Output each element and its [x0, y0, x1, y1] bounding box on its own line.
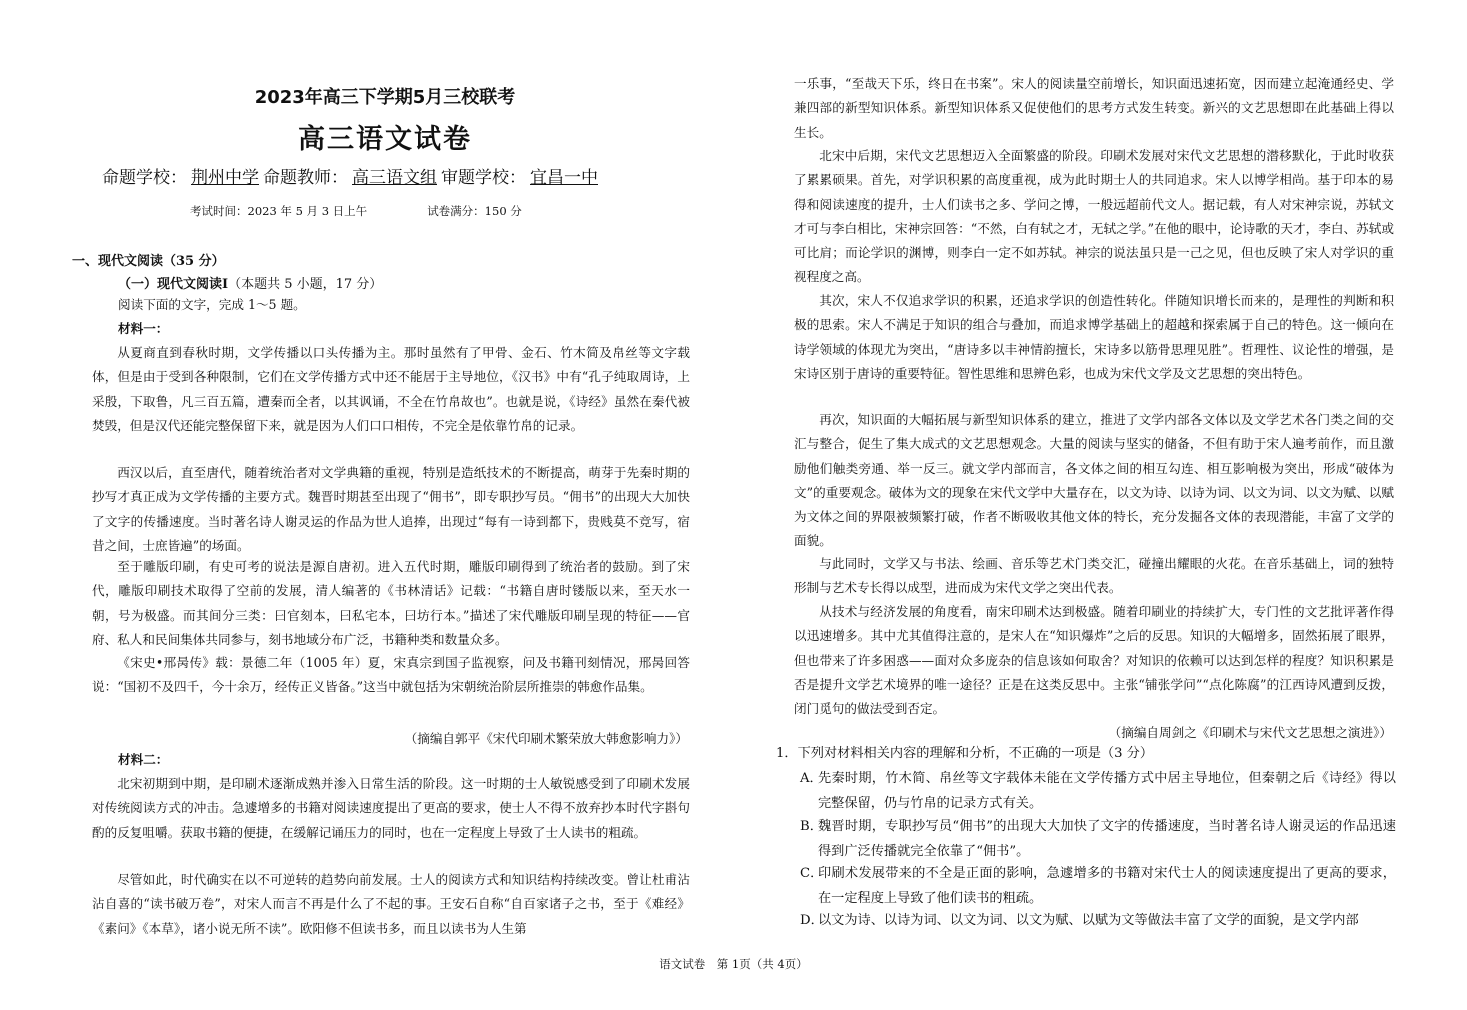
material2-para3: 北宋中后期，宋代文艺思想迈入全面繁盛的阶段。印刷术发展对宋代文艺思想的潜移默化，于此时收获了累累硕果。首先，对学识积累的高度重视，成为此时期士人的共同追求。宋人以博学相尚。基于印本的易得和阅读速度的提升，士人们读书之多、学问之博，一般远超前代文人。据记载，有人对宋神宗说，苏轼文才可与李白相比，宋神宗回答：“不然，白有轼之才，无轼之学。”在他的眼中，论诗歌的天才，李白、苏轼或可比肩；而论学识的渊博，则李白一定不如苏轼。神宗的说法虽只是一己之见，但也反映了宋人对学识的重视程度之高。 — [794, 148, 1394, 285]
question1-option-b: B． 魏晋时期，专职抄写员“佣书”的出现大大加快了文字的传播速度，当时著名诗人谢灵运的作品迅速得到广泛传播就完全依靠了“佣书”。 — [800, 819, 1396, 859]
section-heading: 一、现代文阅读（35 分） — [72, 254, 225, 269]
exam-info — [190, 203, 582, 219]
material2-para2: 尽管如此，时代确实在以不可逆转的趋势向前发展。士人的阅读方式和知识结构持续改变。曾让杜甫沾沾自喜的“读书破万卷”，对宋人而言不再是什么了不起的事。王安石自称“自百家诸子之书，至于《难经》《素问》《本草》，诸小说无所不读”。欧阳修不但读书多，而且以读书为人生第 — [92, 872, 690, 936]
page-footer: 语文试卷 第 1页（共 4页） — [659, 957, 808, 971]
material1-para1: 从夏商直到春秋时期，文学传播以口头传播为主。那时虽然有了甲骨、金石、竹木简及帛丝等文字载体，但是由于受到各种限制，它们在文学传播方式中还不能居于主导地位，《汉书》中有“孔子纯取周诗，上采殷，下取鲁，凡三百五篇，遭秦而全者，以其讽诵，不全在竹帛故也”。也就是说，《诗经》虽然在秦代被焚毁，但是汉代还能完整保留下来，就是因为人们口口相传，不完全是依靠竹帛的记录。 — [92, 345, 690, 433]
exam-title: 2023年高三下学期5月三校联考 — [254, 87, 516, 108]
sub-heading: （一）现代文阅读Ⅰ（本题共 5 小题，17 分） — [118, 277, 383, 292]
question1-option-d: D． 以文为诗、以诗为词、以文为词、以文为赋、以赋为文等做法丰富了文学的面貌，是文学内部 — [800, 913, 1359, 928]
material2-para6: 与此同时，文学又与书法、绘画、音乐等艺术门类交汇，碰撞出耀眼的火花。在音乐基础上，词的独特形制与艺术专长得以成型，进而成为宋代文学之突出代表。 — [794, 556, 1394, 596]
material2-label: 材料二： — [118, 752, 169, 767]
material1-para3: 至于雕版印刷，有史可考的说法是源自唐初。进入五代时期，雕版印刷得到了统治者的鼓励。到了宋代，雕版印刷技术取得了空前的发展，清人编著的《书林清话》记载：“书籍自唐时镂版以来，至天水一朝，号为极盛。而其间分三类：曰官刻本，曰私宅本，曰坊行本。”描述了宋代雕版印刷呈现的特征——官府、私人和民间集体共同参与，刻书地域分布广泛，书籍种类和数量众多。 — [92, 559, 690, 647]
material2-para1: 北宋初期到中期，是印刷术逐渐成熟并渗入日常生活的阶段。这一时期的士人敏锐感受到了印刷术发展对传统阅读方式的冲击。急遽增多的书籍对阅读速度提出了更高的要求，使士人不得不放弃抄本时代字斟句酌的反复咀嚼。获取书籍的便捷，在缓解记诵压力的同时，也在一定程度上导致了士人读书的粗疏。 — [92, 776, 690, 840]
exam-time: 考试时间：2023 年 5 月 3 日上午 — [190, 204, 368, 218]
question1-stem: 1．下列对材料相关内容的理解和分析，不正确的一项是（3 分） — [776, 746, 1154, 761]
meta-school: 荆州中学 — [191, 168, 259, 188]
meta-teacher: 高三语文组 — [352, 168, 437, 188]
exam-score: 试卷满分：150 分 — [427, 204, 522, 218]
material2-para7: 从技术与经济发展的角度看，南宋印刷术达到极盛。随着印刷业的持续扩大，专门性的文艺批评著作得以迅速增多。其中尤其值得注意的，是宋人在“知识爆炸”之后的反思。知识的大幅增多，固然拓展了眼界，但也带来了许多困惑——面对众多庞杂的信息该如何取舍？对知识的依赖可以达到怎样的程度？知识积累是否是提升文学艺术境界的唯一途径？正是在这类反思中。主张“铺张学问”“点化陈腐”的江西诗风遭到反拨，闭门觅句的做法受到否定。 — [794, 604, 1394, 717]
exam-meta: 命题学校： 荆州中学 命题教师： 高三语文组 审题学校： 宜昌一中 — [102, 163, 602, 188]
material2-para2-continued: 一乐事，“至哉天下乐，终日在书案”。宋人的阅读量空前增长，知识面迅速拓宽，因而建立起淹通经史、学兼四部的新型知识体系。新型知识体系又促使他们的思考方式发生转变。新兴的文艺思想即在此基础上得以生长。 — [794, 76, 1394, 140]
question1-option-c: C． 印刷术发展带来的不全是正面的影响，急遽增多的书籍对宋代士人的阅读速度提出了更高的要求，在一定程度上导致了他们读书的粗疏。 — [800, 866, 1396, 906]
exam-subject-title: 高三语文试卷 — [298, 124, 472, 155]
meta-review-school: 宜昌一中 — [530, 168, 598, 188]
material2-para5: 再次，知识面的大幅拓展与新型知识体系的建立，推进了文学内部各文体以及文学艺术各门类之间的交汇与整合，促生了集大成式的文艺思想观念。大量的阅读与坚实的储备，不但有助于宋人遍考前作，而且激励他们触类旁通、举一反三。就文学内部而言，各文体之间的相互勾连、相互影响极为突出，形成“破体为文”的重要观念。破体为文的现象在宋代文学中大量存在，以文为诗、以诗为词、以文为词、以文为赋、以赋为文体之间的界限被频繁打破，作者不断吸收其他文体的特长，充分发掘各文体的表现潜能，丰富了文学的面貌。 — [794, 412, 1394, 549]
material2-source: （摘编自周剑之《印刷术与宋代文艺思想之演进》） — [1108, 725, 1392, 740]
material1-source: （摘编自郭平《宋代印刷术繁荣放大韩愈影响力》） — [404, 731, 688, 746]
question1-option-a: A． 先秦时期，竹木简、帛丝等文字载体未能在文学传播方式中居主导地位，但秦朝之后《诗经》得以完整保留，仍与竹帛的记录方式有关。 — [800, 771, 1396, 811]
material2-para4: 其次，宋人不仅追求学识的积累，还追求学识的创造性转化。伴随知识增长而来的，是理性的判断和积极的思索。宋人不满足于知识的组合与叠加，而追求博学基础上的超越和探索属于自己的特色。这一倾向在诗学领域的体现尤为突出，“唐诗多以丰神情韵擅长，宋诗多以筋骨思理见胜”。哲理性、议论性的增强，是宋诗区别于唐诗的重要特征。智性思维和思辨色彩，也成为宋代文学及文艺思想的突出特色。 — [794, 293, 1394, 381]
material1-para4: 《宋史•邢昺传》载：景德二年（1005 年）夏，宋真宗到国子监视察，问及书籍刊刻情况，邢昺回答说：“国初不及四千，今十余万，经传正义皆备。”这当中就包括为宋朝统治阶层所推崇的韩愈作品集。 — [92, 655, 690, 695]
material1-label: 材料一： — [118, 321, 169, 336]
instruction: 阅读下面的文字，完成 1～5 题。 — [118, 297, 306, 312]
material1-para2: 西汉以后，直至唐代，随着统治者对文学典籍的重视，特别是造纸技术的不断提高，萌芽于先秦时期的抄写才真正成为文学传播的主要方式。魏晋时期甚至出现了“佣书”，即专职抄写员。“佣书”的出现大大加快了文字的传播速度。当时著名诗人谢灵运的作品为世人追捧，出现过“每有一诗到都下，贵贱莫不竞写，宿昔之间，士庶皆遍”的场面。 — [92, 465, 690, 553]
